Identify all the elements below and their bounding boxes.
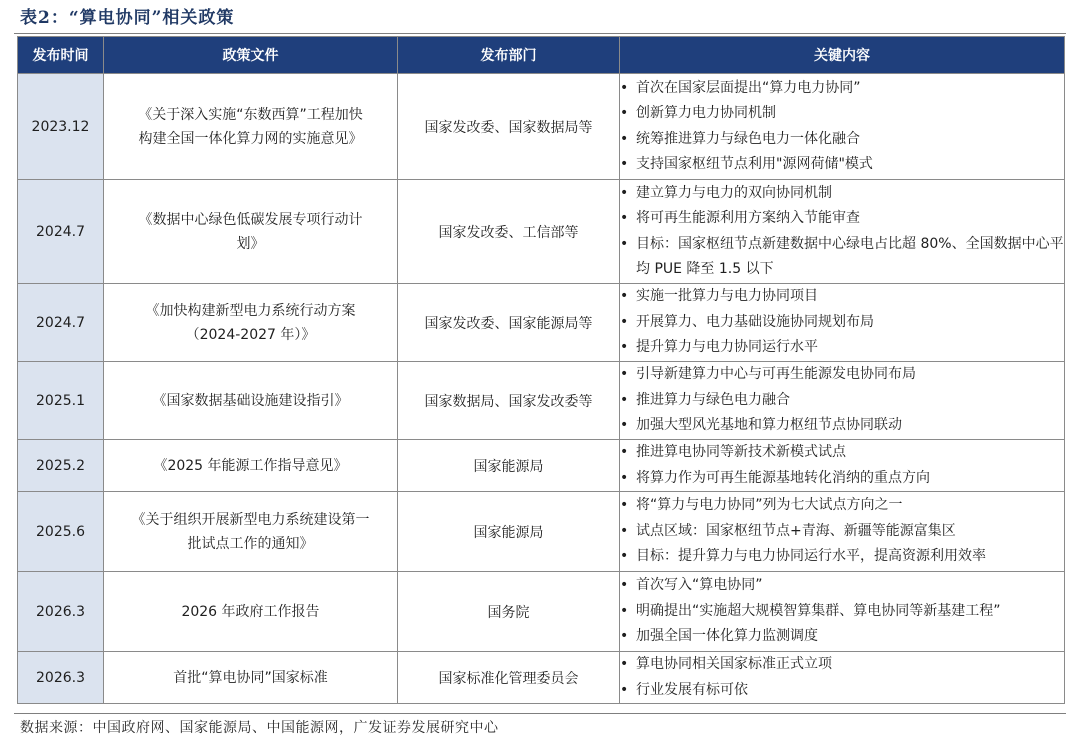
table-header-row (18, 37, 1065, 74)
table-row (18, 572, 1065, 652)
table-row (18, 492, 1065, 572)
cell-department: 国务院 (398, 572, 620, 652)
cell-policy-doc (104, 572, 398, 652)
list-item: • 将算力作为可再生能源基地转化消纳的重点方向 (620, 466, 1064, 492)
table-row (18, 362, 1065, 440)
list-item: • 目标：提升算力与电力协同运行水平，提高资源利用效率 (620, 544, 1064, 570)
cell-policy-doc (104, 492, 398, 572)
key-points-list (620, 573, 1064, 650)
cell-department: 国家能源局 (398, 492, 620, 572)
cell-date: 2025.1 (18, 362, 104, 440)
header-doc: 政策文件 (104, 37, 398, 74)
cell-date: 2026.3 (18, 652, 104, 704)
table-row (18, 652, 1065, 704)
list-item: • 创新算力电力协同机制 (620, 101, 1064, 127)
cell-policy-doc (104, 180, 398, 284)
policy-doc-line: 批试点工作的通知》 (187, 535, 314, 552)
cell-date: 2024.7 (18, 180, 104, 284)
cell-key-content (620, 362, 1065, 440)
list-item: • 统筹推进算力与绿色电力一体化融合 (620, 127, 1064, 153)
policy-doc-line: 首批“算电协同”国家标准 (173, 669, 328, 686)
cell-key-content (620, 284, 1065, 362)
cell-key-content (620, 180, 1065, 284)
table-row (18, 284, 1065, 362)
list-item: • 开展算力、电力基础设施协同规划布局 (620, 310, 1064, 336)
list-item: • 支持国家枢纽节点利用"源网荷储"模式 (620, 152, 1064, 178)
cell-date: 2025.6 (18, 492, 104, 572)
table-row (18, 74, 1065, 180)
key-points-list (620, 493, 1064, 570)
cell-department: 国家发改委、国家能源局等 (398, 284, 620, 362)
key-points-list (620, 181, 1064, 283)
policy-doc-line: 《2025 年能源工作指导意见》 (153, 457, 348, 474)
cell-policy-doc (104, 440, 398, 492)
cell-department: 国家能源局 (398, 440, 620, 492)
header-date: 发布时间 (18, 37, 104, 74)
list-item: • 提升算力与电力协同运行水平 (620, 335, 1064, 361)
policy-doc-line: 《关于深入实施“东数西算”工程加快 (138, 106, 363, 123)
cell-key-content (620, 440, 1065, 492)
header-content: 关键内容 (620, 37, 1065, 74)
cell-policy-doc (104, 284, 398, 362)
key-points-list (620, 652, 1064, 703)
cell-key-content (620, 492, 1065, 572)
cell-policy-doc (104, 652, 398, 704)
list-item: • 算电协同相关国家标准正式立项 (620, 652, 1064, 678)
list-item: • 实施一批算力与电力协同项目 (620, 284, 1064, 310)
policy-doc-line: 《关于组织开展新型电力系统建设第一 (131, 511, 370, 528)
cell-key-content (620, 572, 1065, 652)
cell-department: 国家发改委、国家数据局等 (398, 74, 620, 180)
cell-key-content (620, 74, 1065, 180)
policy-doc-line: 《国家数据基础设施建设指引》 (152, 392, 349, 409)
policy-doc-line: 构建全国一体化算力网的实施意见》 (138, 130, 363, 147)
list-item: • 建立算力与电力的双向协同机制 (620, 181, 1064, 207)
policy-doc-line: （2024-2027 年）》 (185, 326, 316, 343)
key-points-list (620, 284, 1064, 361)
list-item: • 推进算电协同等新技术新模式试点 (620, 440, 1064, 466)
list-item: • 首次写入“算电协同” (620, 573, 1064, 599)
list-item: • 目标：国家枢纽节点新建数据中心绿电占比超 80%、全国数据中心平均 PUE 降至 1.5 以下 (620, 232, 1064, 283)
list-item: • 将可再生能源利用方案纳入节能审查 (620, 206, 1064, 232)
key-points-list (620, 440, 1064, 491)
cell-date: 2026.3 (18, 572, 104, 652)
list-item: • 推进算力与绿色电力融合 (620, 388, 1064, 414)
policy-doc-line: 2026 年政府工作报告 (181, 603, 320, 620)
cell-date: 2024.7 (18, 284, 104, 362)
title-divider (14, 33, 1066, 34)
footer-divider (14, 713, 1066, 714)
policy-doc-line: 划》 (236, 235, 265, 252)
list-item: • 行业发展有标可依 (620, 678, 1064, 704)
cell-key-content (620, 652, 1065, 704)
policy-table (17, 36, 1065, 704)
table-row (18, 440, 1065, 492)
key-points-list (620, 362, 1064, 439)
list-item: • 引导新建算力中心与可再生能源发电协同布局 (620, 362, 1064, 388)
list-item: • 试点区域：国家枢纽节点+青海、新疆等能源富集区 (620, 519, 1064, 545)
key-points-list (620, 76, 1064, 178)
list-item: • 首次在国家层面提出“算力电力协同” (620, 76, 1064, 102)
cell-date: 2023.12 (18, 74, 104, 180)
table-row (18, 180, 1065, 284)
cell-policy-doc (104, 74, 398, 180)
list-item: • 明确提出“实施超大规模智算集群、算电协同等新基建工程” (620, 599, 1064, 625)
source-note: 数据来源：中国政府网、国家能源局、中国能源网，广发证券发展研究中心 (20, 720, 499, 736)
cell-department: 国家标准化管理委员会 (398, 652, 620, 704)
cell-department: 国家数据局、国家发改委等 (398, 362, 620, 440)
list-item: • 将“算力与电力协同”列为七大试点方向之一 (620, 493, 1064, 519)
cell-department: 国家发改委、工信部等 (398, 180, 620, 284)
cell-policy-doc (104, 362, 398, 440)
policy-doc-line: 《加快构建新型电力系统行动方案 (145, 302, 356, 319)
policy-doc-line: 《数据中心绿色低碳发展专项行动计 (138, 211, 363, 228)
list-item: • 加强大型风光基地和算力枢纽节点协同联动 (620, 413, 1064, 439)
cell-date: 2025.2 (18, 440, 104, 492)
list-item: • 加强全国一体化算力监测调度 (620, 624, 1064, 650)
table-title: 表2：“算电协同”相关政策 (20, 8, 235, 28)
table-body (18, 74, 1065, 704)
header-dept: 发布部门 (398, 37, 620, 74)
